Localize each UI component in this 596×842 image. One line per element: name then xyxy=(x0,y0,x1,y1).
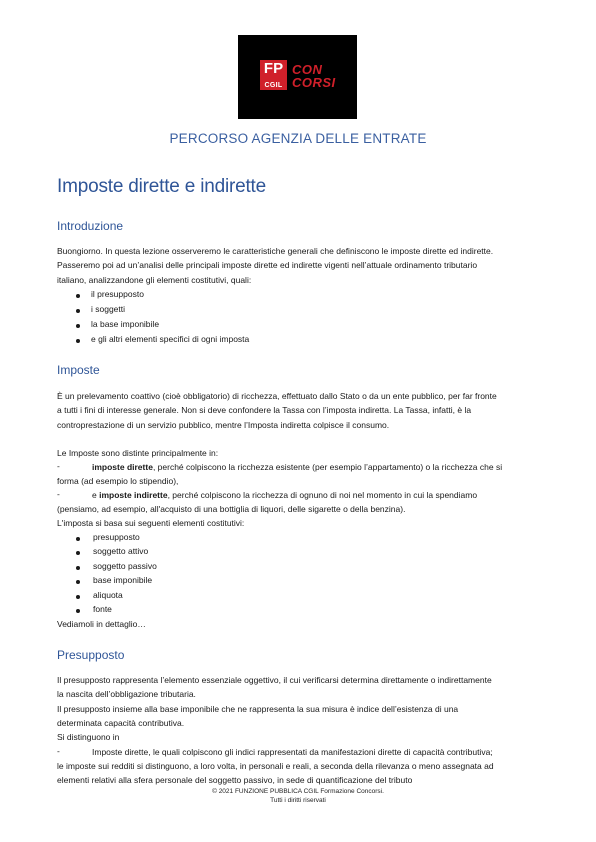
presupposto-more-line: elementi relativi alla sfera personale del soggetto passivo, in sede di quantificazione del tributo xyxy=(57,775,413,786)
page-title: Imposte dirette e indirette xyxy=(57,176,266,197)
presupposto-dash-line: Imposte dirette, le quali colpiscono gli indici rappresentati da manifestazioni dirette di capacità contributiva; xyxy=(92,747,493,757)
logo-cgil-text: CGIL xyxy=(264,82,283,89)
logo-corsi-text: CORSI xyxy=(292,75,336,90)
presupposto-line: determinata capacità contributiva. xyxy=(57,717,185,728)
fp-cgil-concorsi-logo xyxy=(238,35,357,119)
dirette-line2-wrap xyxy=(57,474,539,488)
bullet-dot xyxy=(76,609,80,613)
elementi-bullet: soggetto attivo xyxy=(93,546,149,556)
bullet-dot xyxy=(76,566,80,570)
dirette-rest: , perché colpiscono la ricchezza esistente (per esempio l’appartamento) o la ricchezza che si xyxy=(152,462,503,472)
imposte-heading: Imposte xyxy=(57,363,100,377)
bullet-dot xyxy=(76,537,80,541)
dirette-line2: forma (ad esempio lo stipendio), xyxy=(57,476,179,486)
elementi-bullet: aliquota xyxy=(93,590,123,600)
presupposto-heading: Presupposto xyxy=(57,648,125,662)
bullet-dot xyxy=(76,580,80,584)
dash-marker: - xyxy=(57,746,60,756)
bullet-dot xyxy=(76,324,80,328)
presupposto-line: la nascita dell’obbligazione tributaria. xyxy=(57,689,196,700)
presupposto-dash-item xyxy=(92,745,542,759)
intro-heading: Introduzione xyxy=(57,219,124,233)
intro-line: Passeremo poi ad un’analisi delle principali imposte dirette ed indirette vigenti nell’attuale ordinamento tributario xyxy=(57,260,478,271)
presupposto-line: Il presupposto insieme alla base imponibile che ne rappresenta la sua misura è indice dell’esistenza di una xyxy=(57,703,459,714)
indirette-item xyxy=(92,488,542,502)
indirette-bold: imposte indirette xyxy=(99,490,168,500)
imposte-paragraph xyxy=(57,389,539,432)
intro-bullet: i soggetti xyxy=(91,304,126,314)
imposte-line: a tutti i fini di interesse generale. Non si deve confondere la Tassa con l’imposta indiretta. La Tassa, infatti, è la xyxy=(57,405,472,416)
intro-bullet: la base imponibile xyxy=(91,319,160,329)
distinte-line: Le Imposte sono distinte principalmente in: xyxy=(57,448,219,458)
elementi-bullet: base imponibile xyxy=(93,575,153,585)
course-header: PERCORSO AGENZIA DELLE ENTRATE xyxy=(169,131,427,146)
indirette-line2: (pensiamo, ad esempio, all'acquisto di una bottiglia di liquori, delle sigarette o della benzina). xyxy=(57,504,406,514)
indirette-continuation xyxy=(57,502,539,531)
intro-bullet: il presupposto xyxy=(91,289,144,299)
bullet-dot xyxy=(76,339,80,343)
vediamoli-line: Vediamoli in dettaglio… xyxy=(57,619,146,629)
dirette-item xyxy=(92,460,542,474)
presupposto-more-line: le imposte sui redditi si distinguono, a loro volta, in personali e reali, a seconda della rilevanza o meno assegnata ad xyxy=(57,761,494,771)
dirette-bold: imposte dirette xyxy=(92,462,153,472)
intro-line: Buongiorno. In questa lezione osserveremo le caratteristiche generali che definiscono le imposte dirette ed indirette. xyxy=(57,246,494,256)
elementi-bullet: soggetto passivo xyxy=(93,561,157,571)
footer-copyright: © 2021 FUNZIONE PUBBLICA CGIL Formazione Concorsi. xyxy=(212,788,384,795)
elementi-bullet: presupposto xyxy=(93,532,140,542)
bullet-dot xyxy=(76,595,80,599)
indirette-rest: , perché colpiscono la ricchezza di ognuno di noi nel momento in cui la spendiamo xyxy=(167,490,478,500)
footer-rights: Tutti i diritti riservati xyxy=(270,796,326,804)
bullet-dot xyxy=(76,551,80,555)
imposte-line: È un prelevamento coattivo (cioè obbligatorio) di ricchezza, effettuato dallo Stato o da un ente pubblico, per far fronte xyxy=(57,391,497,401)
bullet-dot xyxy=(76,294,80,298)
vediamoli-wrap xyxy=(57,617,539,631)
page-footer xyxy=(0,788,596,805)
elementi-line: L'imposta si basa sui seguenti elementi costitutivi: xyxy=(57,518,245,529)
dash-marker: - xyxy=(57,489,60,499)
logo-fp-mark: FP xyxy=(260,60,287,90)
indirette-pre: e xyxy=(92,490,100,500)
presupposto-line: Il presupposto rappresenta l’elemento essenziale oggettivo, il cui verificarsi determina direttamente o indirettamente xyxy=(57,675,492,685)
logo-con-text: CON xyxy=(292,62,323,77)
presupposto-paragraph xyxy=(57,673,539,744)
imposte-line: controprestazione di un servizio pubblico, mentre l’Imposta indiretta colpisce il consumo. xyxy=(57,419,390,430)
imposte-distinte xyxy=(57,446,539,460)
presupposto-more xyxy=(57,759,539,788)
bullet-dot xyxy=(76,309,80,313)
intro-paragraph xyxy=(57,244,539,287)
dash-marker: - xyxy=(57,461,60,471)
intro-bullet: e gli altri elementi specifici di ogni imposta xyxy=(91,334,250,344)
presupposto-line: Si distinguono in xyxy=(57,732,120,743)
elementi-bullet: fonte xyxy=(93,604,112,614)
intro-line: italiano, analizzandone gli elementi costitutivi, quali: xyxy=(57,274,252,285)
